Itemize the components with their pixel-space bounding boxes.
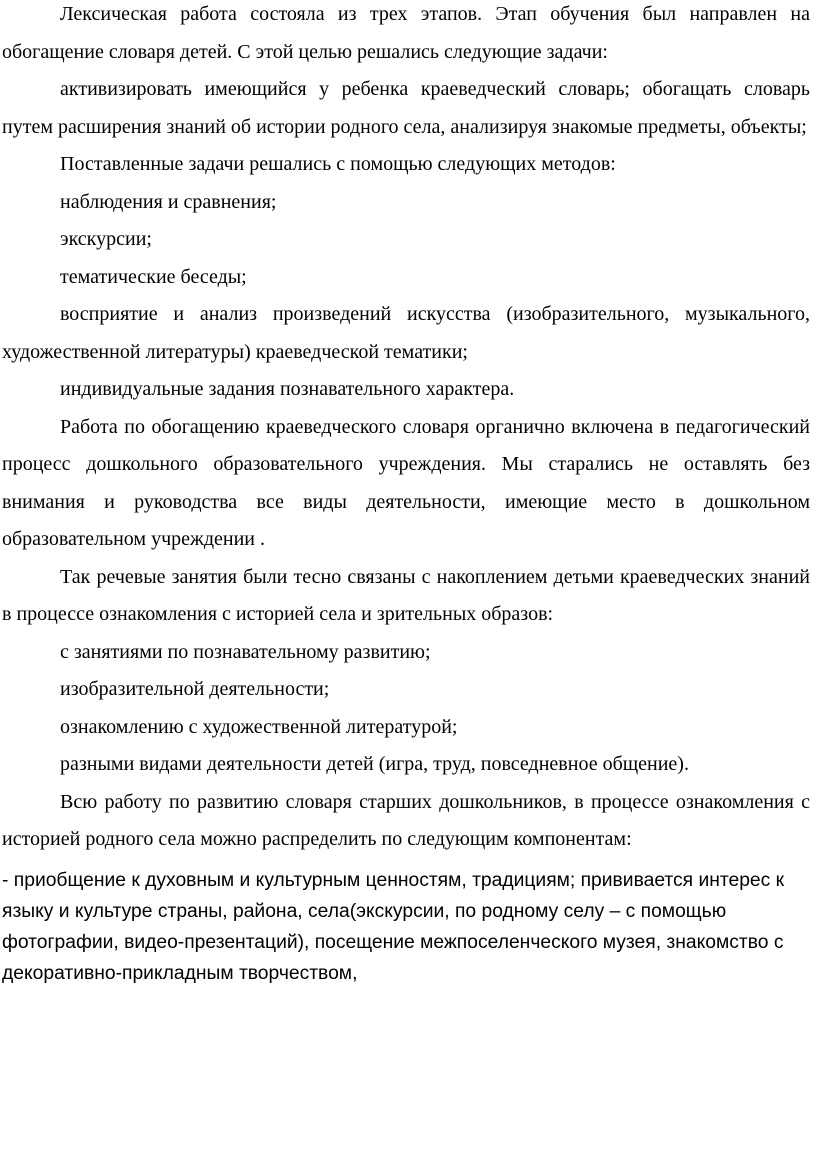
paragraph-tasks: активизировать имеющийся у ребенка краеведческий словарь; обогащать словарь путем расширения знаний об истории родного села, анализируя знакомые предметы, объекты; — [2, 78, 810, 138]
method-item-art-perception: восприятие и анализ произведений искусства (изобразительного, музыкального, художественной литературы) краеведческой тематики; — [2, 303, 810, 363]
method-item-conversations: тематические беседы; — [60, 265, 247, 288]
paragraph-pedagogical-process: Работа по обогащению краеведческого словаря органично включена в педагогический процесс дошкольного образовательного учреждения. Мы старались не оставлять без внимания и руководства все виды деятельности, имеющие место в дошкольном образовательном учреждении . — [2, 415, 810, 550]
lesson-item-visual-activity: изобразительной деятельности; — [60, 678, 330, 700]
method-item-individual-tasks: индивидуальные задания познавательного характера. — [60, 378, 515, 400]
lesson-item-activities: разными видами деятельности детей (игра, труд, повседневное общение). — [60, 753, 689, 775]
paragraph-speech-lessons: Так речевые занятия были тесно связаны с накоплением детьми краеведческих знаний в процессе ознакомления с историей села и зрительных образов: — [2, 565, 810, 625]
lesson-item-cognitive: с занятиями по познавательному развитию; — [60, 640, 431, 663]
method-item-excursions: экскурсии; — [60, 228, 152, 250]
lesson-item-literature: ознакомлению с художественной литературой; — [60, 715, 458, 738]
paragraph-methods-intro: Поставленные задачи решались с помощью следующих методов: — [60, 153, 616, 175]
method-item-observation: наблюдения и сравнения; — [60, 190, 277, 213]
paragraph-stages: Лексическая работа состояла из трех этапов. Этап обучения был направлен на обогащение словаря детей. С этой целью решались следующие задачи: — [2, 3, 810, 63]
component-item-spiritual-values: - приобщение к духовным и культурным ценностям, традициям; прививается интерес к языку и культуре страны, района, села(экскурсии, по родному селу – с помощью фотографии, видео-презентаций), посещение межпоселенческого музея, знакомство с декоративно-прикладным творчеством, — [2, 869, 785, 984]
paragraph-components-intro: Всю работу по развитию словаря старших дошкольников, в процессе ознакомления с историей родного села можно распределить по следующим компонентам: — [2, 790, 810, 850]
